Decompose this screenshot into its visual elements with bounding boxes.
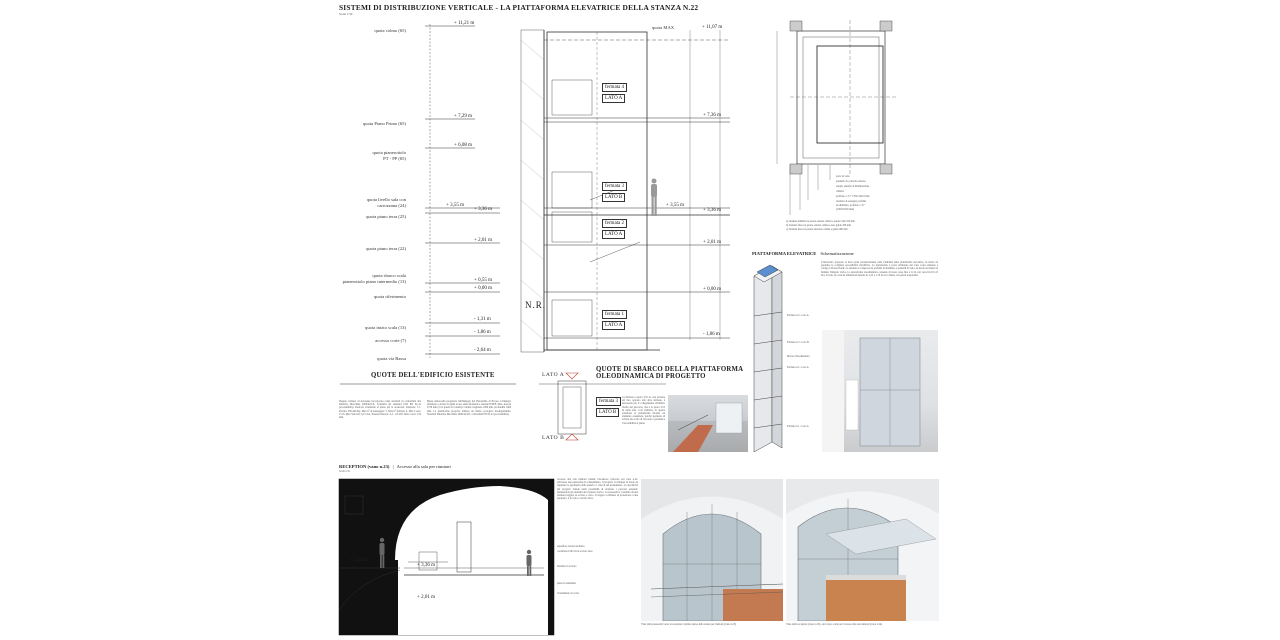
reception-callout: piano in alluminio (557, 582, 577, 585)
quote-paragraph: La fermata a quota 3,55 m, che avviene sul lato opposto alle altre fermate, è necessaria per il collegamento all'ultimo livello del percorso, che è la quota 3,55 m della sala. Con l'utilizzo di questa soluzione la piattaforma diventa un elemento essenziale, poiché permette di evitare una scala di raccordo e garantisce l'accessibilità al piano. (622, 396, 665, 425)
level-label: quota pianerottolo (372, 150, 406, 155)
level-label: quota Piano Primo (65) (363, 121, 406, 126)
level-elev: + 3,36 m (474, 207, 492, 212)
mid-elev: + 7,36 m (703, 113, 721, 118)
reception-callout: corrimano h 90 cm in acciaio inox (557, 550, 593, 553)
stop-side: LATO B (596, 408, 619, 417)
reception-render-2 (786, 479, 939, 621)
level-label: quota riferimento (373, 294, 406, 299)
shaft-3d (754, 265, 782, 452)
stop-side: LATO A (602, 230, 625, 239)
scale-label: Scala 1:50 (339, 12, 353, 16)
lift-render-photo (822, 330, 938, 452)
quote-title-2: OLEODINAMICA DI PROGETTO (596, 373, 706, 380)
stop-label: fermata 1 (602, 310, 627, 319)
reference-level-label: N.R. (525, 300, 547, 310)
level-label: PT - PP (65) (383, 156, 406, 161)
reception-subtitle: Accesso alla sala per riunioni (396, 464, 451, 469)
level-label: pianerottolo piano intermedio (13) (342, 279, 406, 284)
lato-a-label: LATO A (542, 372, 565, 378)
stop-side: LATO A (602, 94, 625, 103)
stop-label: fermata 2 (602, 219, 627, 228)
mid-elev: + 3,55 m (666, 203, 684, 208)
render-caption: Vista dalla passerella verso la reception al primo piano della stanza per riunioni (vano n.23) (641, 623, 736, 626)
level-label: quota piano terra (25) (366, 214, 406, 219)
mid-elev: - 1,86 m (703, 332, 720, 337)
lift-render-art (822, 330, 938, 452)
reception-render-1 (641, 479, 783, 621)
stop-label: fermata 3 (602, 182, 627, 191)
specs-col2: Bassa rumorosità progettata dall'impiego del Pistone/Re di Ercoes. L'impiego effettuato e dotato di guide al suo elettrodomestico standard ESPE. Max. Ascesa 2750 mm (2 tra pareti di colonna). Cabina: larghezza 1000 mm, profondità 1400 mm. La piattaforma proposta utilizza un fluido ecologico biodegradabile. Standard Direttiva Macchine 2006/42/CE, conformità EN 81-41 (accessibilità). (427, 400, 511, 416)
level-label: quota via Bassa (377, 356, 406, 361)
level-elev: + 0,00 m (474, 286, 492, 291)
shaft-stop-label: Fermata n.2 - Lato A (787, 366, 809, 369)
level-label: quota colmo (65) (374, 28, 406, 33)
level-elev: + 0,55 m (474, 278, 492, 283)
level-label: carrozzana (24) (377, 203, 406, 208)
quota-max-label: quota MAX (652, 25, 675, 30)
stop-label: fermata 4 (602, 83, 627, 92)
reception-callout: rivestimento in corno (557, 592, 580, 595)
shaft-stop-label: Motore Oleodinamico (787, 355, 810, 358)
reception-render-2-art (786, 479, 939, 621)
mid-elev: + 0,00 m (703, 287, 721, 292)
reception-render-1-art (641, 479, 783, 621)
quote-title-1: QUOTE DI SBARCO DELLA PIATTAFORMA (596, 366, 744, 373)
detail-callout: pannello di controllo esterno (836, 180, 866, 183)
level-elev: - 1,31 m (474, 317, 491, 322)
mid-elev: + 3,36 m (703, 208, 721, 213)
stop-label: fermata 3 (596, 397, 621, 406)
detail-callout: porta in vetro (836, 175, 850, 178)
detail-callout: in alluminio, profilato a "U" (836, 204, 866, 207)
reception-elev: + 3,55 m (350, 558, 368, 563)
reception-title-text: RECEPTION (vano n.23) (339, 464, 390, 469)
stair-render-art (668, 395, 748, 452)
lato-b-label: LATO B (542, 435, 565, 441)
detail-callout: profilato a "U" 170x110x10 mm (836, 195, 870, 198)
reception-callout: miradito in acciaio (557, 565, 577, 568)
stair-render-photo (668, 395, 748, 452)
reception-callout: superficie vetrata inclinata (557, 545, 585, 548)
reception-title: RECEPTION (vano n.23) | Accesso alla sala per riunioni (339, 464, 451, 469)
level-label: quota inizio scala (13) (365, 325, 406, 330)
level-elev: + 11,21 m (454, 21, 475, 26)
detail-callout: doppio sistema di illuminazione (836, 185, 870, 188)
left-section-caption: QUOTE DELL'EDIFICIO ESISTENTE (371, 372, 495, 379)
level-label: accesso corte (7) (375, 338, 406, 343)
quota-max-elev: + 11,07 m (702, 25, 723, 30)
level-label: quota livello sala con (366, 197, 406, 202)
reception-elev: + 3,36 m (417, 563, 435, 568)
detail-callout: cilindro (836, 190, 845, 193)
piattaforma-title (752, 251, 854, 256)
human-figure (651, 179, 657, 217)
level-elev: + 3,55 m (446, 203, 464, 208)
mid-elev: + 2,01 m (703, 240, 721, 245)
reception-paragraph: Accesso alla sala riunioni tramite l'ascensore collocato nel vano n.22, attraverso una passerella di collegamento. Il progetto si sviluppa in modo da rispettare la geometria della stanza e i vincoli del monumento. La specificità del progetto risiede nella possibilità di sfruttare i percorsi esistenti, mantenendo gli elementi del contesto storico. La passerella è costituita da una struttura leggera in acciaio e vetro. Il doppio corrimano di protezione, come parapetto, è in vetro e acciaio inox. (557, 478, 638, 501)
level-elev: - 1,86 m (474, 330, 491, 335)
piattaforma-paragraph: L'intervento proposto si basa quasi esclusivamente sulla fattibilità della piattaforma elevatrice, in modo da garantire la completa accessibilità all'edificio. La piattaforma è posta all'interno del vano scala esistente e collega i diversi livelli. La struttura è composta da profilati in alluminio e pannelli di vetro, in modo da ridurre al minimo l'impatto visivo. La piattaforma oleodinamica consente di avere corse fino a 12 m con velocità di 0,15 m/s. Il vano di corsa ha dimensioni interne di 1,25 x 1,70 m ed è chiuso con pareti trasparenti. (821, 261, 938, 277)
level-elev: + 6,08 m (454, 143, 472, 148)
level-label: quota piano terra (22) (366, 246, 406, 251)
shaft-stop-label: Fermata n.1 - Lato A (787, 425, 809, 428)
level-label: quota sbarco scala (372, 273, 406, 278)
shaft-stop-label: Fermata n.3 - Lato B (787, 341, 809, 344)
stop-side: LATO B (602, 193, 625, 202)
detail-note: b) distanza fissa tra parete esterna cabina e asse guida 180 mm (786, 224, 851, 227)
detail-callout: (100x70x20 mm) (836, 208, 855, 211)
stop-side: LATO A (602, 321, 625, 330)
level-elev: + 2,01 m (474, 238, 492, 243)
reception-scale: Scala 1:50 (339, 470, 350, 473)
shaft-stop-label: Fermata n.4 - Lato A (787, 314, 809, 317)
detail-note: a) distanza minima tra parete esterna cabina e parete: min 250 mm (786, 220, 855, 223)
specs-col1: Doppia cerniera di sicurezza incorporata come standard in conformità alla Direttiva Macchine 2006/42/CE. Sostituita gli standard UNI EN 81-41 (accessibilità). Reticolo strutturale al piano per la sicurezza. Tensione: 3 f. Portata: 500-400 Kg. Max n° di passeggeri: 5. Max n° fermate: 4. Max Corsa: 15 m. Max Velocità: 0,15 m/s. Potenza Motore: 2,2 - 2,6 kW. Max Corsa: 150 mm. (339, 400, 421, 420)
reception-elev: + 2,01 m (417, 595, 435, 600)
render-caption: Vista della reception (vano n.23) e del corpo scala per l'accesso alla sala riunioni (vano n.24) (786, 623, 883, 626)
piattaforma-title-text: PIATTAFORMA ELEVATRICE (752, 251, 817, 256)
piattaforma-subtitle: Schematizzazione (820, 251, 854, 256)
level-elev: - 2,64 m (474, 348, 491, 353)
level-elev: + 7,29 m (454, 114, 472, 119)
detail-note: c) distanza fissa tra parete anteriore cabina e guida 490 mm (786, 228, 848, 231)
page-title: SISTEMI DI DISTRIBUZIONE VERTICALE - LA PIATTAFORMA ELEVATRICE DELLA STANZA N.22 (339, 3, 699, 12)
detail-callout: struttura di sostegno profilati (836, 200, 867, 203)
